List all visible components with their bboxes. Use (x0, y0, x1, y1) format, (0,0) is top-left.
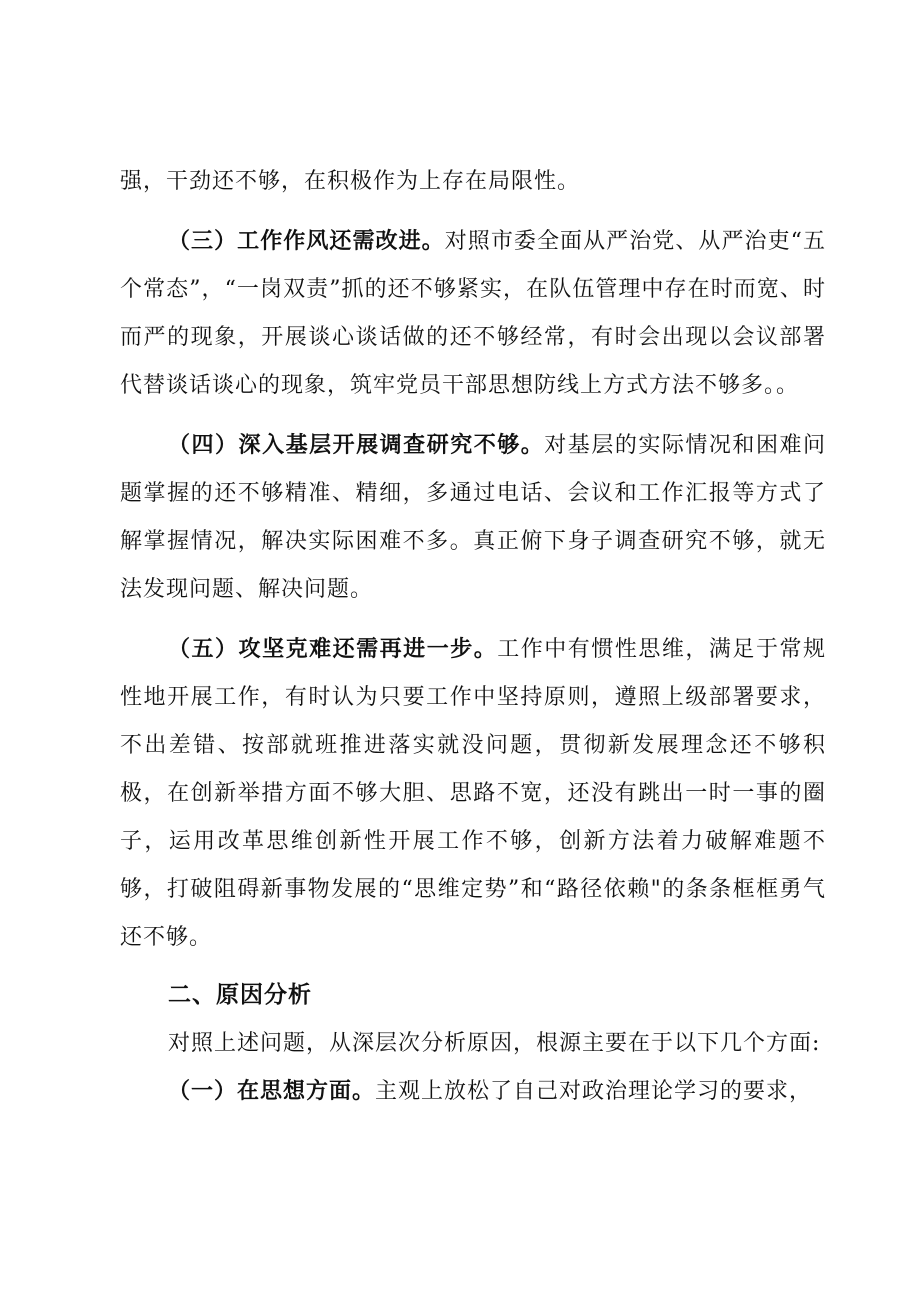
paragraph-text: 工作中有惯性思维，满足于常规性地开展工作，有时认为只要工作中坚持原则，遵照上级部署要求，不出差错、按部就班推进落实就没问题，贯彻新发展理念还不够积极，在创新举措方面不够大胆、思路不宽，还没有跳出一时一事的圈子，运用改革思维创新性开展工作不够，创新方法着力破解难题不够，打破阻碍新事物发展的“思维定势”和“路径依赖"的条条框框勇气还不够。 (120, 637, 826, 950)
paragraph-heading: （五）攻坚克难还需再进一步。 (168, 637, 498, 662)
paragraph-overcoming-difficulties (120, 626, 826, 962)
document-body (120, 158, 826, 1116)
paragraph-heading: （一）在思想方面。 (168, 1079, 376, 1104)
paragraph-grassroots-research (120, 422, 826, 614)
paragraph-heading: （四）深入基层开展调查研究不够。 (168, 433, 545, 458)
section-heading-cause-analysis: 二、原因分析 (168, 982, 312, 1008)
paragraph-continuation (120, 158, 826, 206)
paragraph-work-style (120, 218, 826, 410)
paragraph-thinking-aspect (120, 1068, 826, 1116)
paragraph-heading: （三）工作作风还需改进。 (168, 229, 445, 254)
paragraph-text: 主观上放松了自己对政治理论学习的要求， (375, 1079, 813, 1104)
paragraph-text: 对基层的实际情况和困难问题掌握的还不够精准、精细，多通过电话、会议和工作汇报等方式了解掌握情况，解决实际困难不多。真正俯下身子调查研究不够，就无法发现问题、解决问题。 (120, 433, 826, 602)
paragraph-text: 强，干劲还不够，在积极作为上存在局限性。 (120, 169, 581, 194)
paragraph-text: 对照上述问题，从深层次分析原因，根源主要在于以下几个方面: (168, 1031, 821, 1056)
section-intro (120, 1020, 826, 1068)
paragraph-text: 对照市委全面从严治党、从严治吏“五个常态”，“一岗双责”抓的还不够紧实，在队伍管理中存在时而宽、时而严的现象，开展谈心谈话做的还不够经常，有时会出现以会议部署代替谈话谈心的现象，筑牢党员干部思想防线上方式方法不够多。。 (120, 229, 826, 398)
